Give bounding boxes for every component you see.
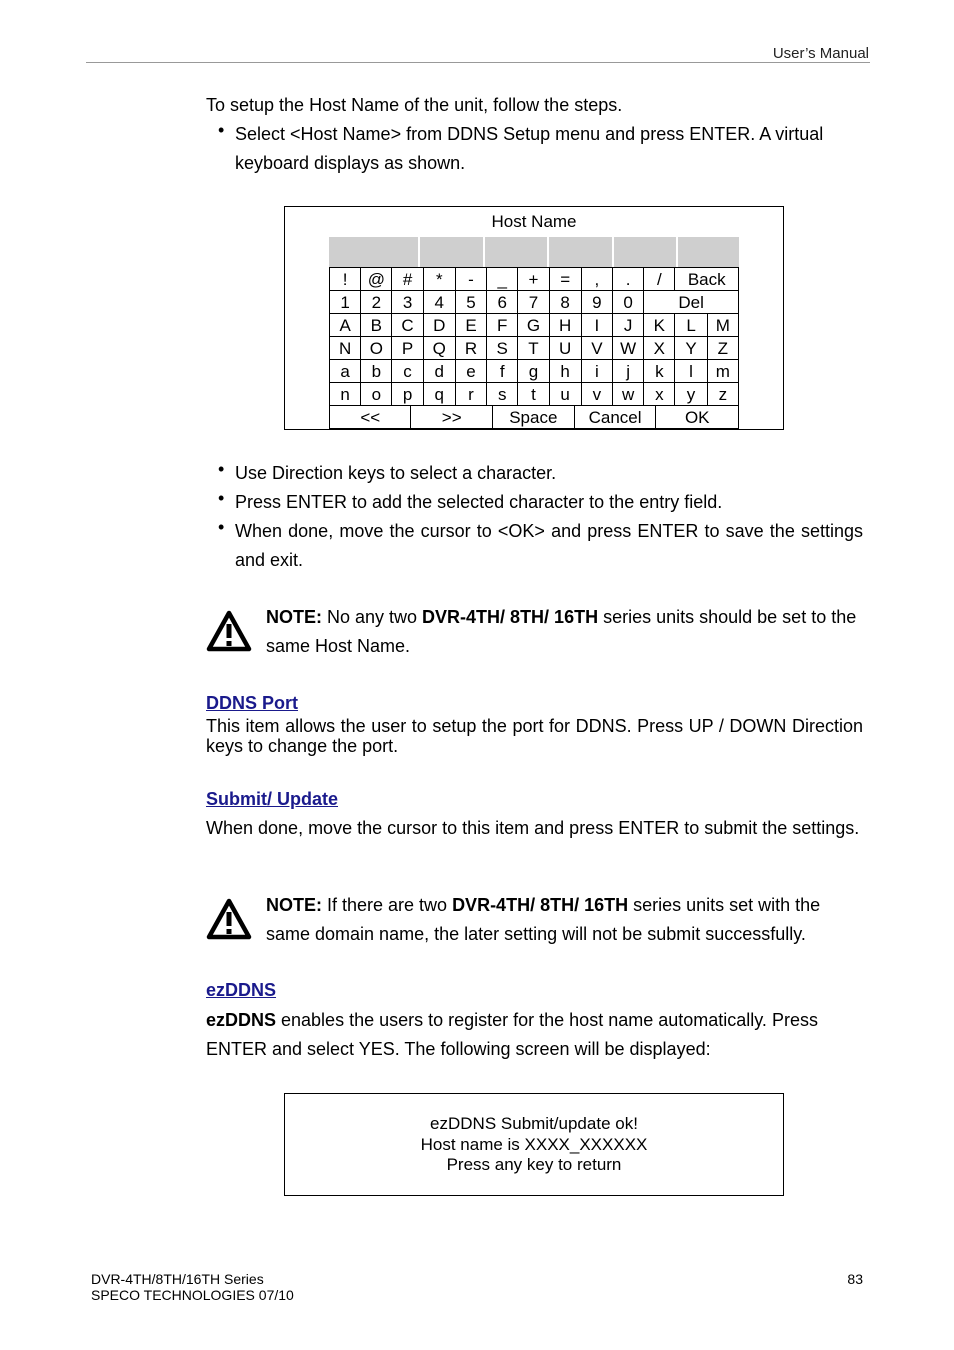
key[interactable]: A [330,314,361,337]
key[interactable]: U [549,337,581,360]
key[interactable]: K [644,314,675,337]
key[interactable]: 3 [392,291,423,314]
keyboard-row-lower-n-z [330,383,739,406]
keyboard-row-upper-a-m [330,314,739,337]
key[interactable]: I [581,314,612,337]
key[interactable]: f [487,360,518,383]
key[interactable]: 8 [549,291,581,314]
virtual-keyboard-panel [284,206,784,430]
key[interactable]: n [330,383,361,406]
note-text: No any two [322,607,423,627]
bullet-select-host-name: Select <Host Name> from DDNS Setup menu and press ENTER. A virtual keyboard displays as shown. [235,124,824,173]
key[interactable]: a [330,360,361,383]
page-left-key[interactable]: << [330,406,411,429]
key[interactable]: X [644,337,675,360]
ezddns-text [206,1006,863,1064]
key[interactable]: V [581,337,612,360]
page-number: 83 [847,1271,863,1287]
key[interactable]: Y [675,337,707,360]
entry-cell [484,237,549,267]
result-line-status: ezDDNS Submit/update ok! [430,1114,638,1133]
note-model: DVR-4TH/ 8TH/ 16TH [422,607,599,627]
key[interactable]: - [455,268,486,291]
note-text: If there are two [322,895,453,915]
key[interactable]: s [487,383,518,406]
bullet-dot: • [218,517,225,537]
note-host-name [266,603,863,661]
key[interactable]: k [644,360,675,383]
key[interactable]: E [455,314,486,337]
key[interactable]: x [644,383,675,406]
key[interactable]: p [392,383,423,406]
back-key[interactable]: Back [675,268,739,291]
key[interactable]: W [613,337,644,360]
key[interactable]: 1 [330,291,361,314]
cancel-key[interactable]: Cancel [574,406,656,429]
bullet-direction-keys: Use Direction keys to select a character. [235,463,557,483]
space-key[interactable]: Space [492,406,574,429]
warning-icon [205,609,253,653]
ezddns-term: ezDDNS [206,1010,277,1030]
header-rule [86,62,870,63]
entry-field [329,237,739,267]
key[interactable]: L [675,314,707,337]
key[interactable]: O [361,337,392,360]
note-text: series units set with the same domain name, the later setting will not be submit successfully. [266,895,821,944]
entry-cell [613,237,678,267]
key[interactable]: 7 [518,291,549,314]
result-line-hostname: Host name is XXXX_XXXXXX [420,1135,648,1154]
ezddns-description: enables the users to register for the host name automatically. Press ENTER and select YES. The following screen will be displayed: [206,1010,818,1059]
key[interactable]: G [518,314,549,337]
keyboard-row-lower-a-m [330,360,739,383]
key[interactable]: 2 [361,291,392,314]
key[interactable]: t [518,383,549,406]
bullet-dot: • [218,459,225,479]
key[interactable]: d [423,360,455,383]
bullet-when-done: When done, move the cursor to <OK> and press ENTER to save the settings and exit. [235,521,863,570]
section-heading-ddns-port: DDNS Port [206,693,299,713]
entry-cell [329,237,419,267]
entry-cell [548,237,613,267]
key[interactable]: e [455,360,486,383]
key[interactable]: F [487,314,518,337]
del-key[interactable]: Del [644,291,739,314]
key[interactable]: 5 [455,291,486,314]
key[interactable]: m [707,360,738,383]
key[interactable]: 4 [423,291,455,314]
key[interactable]: y [675,383,707,406]
entry-cell [419,237,484,267]
key[interactable]: N [330,337,361,360]
footer-company: SPECO TECHNOLOGIES 07/10 [91,1287,294,1303]
key[interactable]: = [549,268,581,291]
note-domain-name [266,891,863,949]
key[interactable]: P [392,337,423,360]
key[interactable]: H [549,314,581,337]
key[interactable]: h [549,360,581,383]
key[interactable]: B [361,314,392,337]
key[interactable]: ! [330,268,361,291]
warning-icon [205,897,253,941]
key[interactable]: u [549,383,581,406]
key[interactable]: * [423,268,455,291]
key[interactable]: S [487,337,518,360]
key[interactable]: @ [361,268,392,291]
note-label: NOTE: [266,895,322,915]
ezddns-result-screen [284,1093,784,1196]
section-heading-submit-update: Submit/ Update [206,789,339,809]
key[interactable]: M [707,314,738,337]
bullet-press-enter: Press ENTER to add the selected character to the entry field. [235,492,723,512]
submit-update-text: When done, move the cursor to this item and press ENTER to submit the settings. [206,818,860,838]
keyboard-row-symbols [330,268,739,291]
keyboard-keys [329,267,739,406]
key[interactable]: T [518,337,549,360]
key[interactable]: Z [707,337,738,360]
key[interactable]: c [392,360,423,383]
page-right-key[interactable]: >> [411,406,492,429]
ddns-port-text: This item allows the user to setup the port for DDNS. Press UP / DOWN Direction keys to change the port. [206,716,863,756]
key[interactable]: _ [487,268,518,291]
key[interactable]: C [392,314,423,337]
key[interactable]: i [581,360,612,383]
key[interactable]: q [423,383,455,406]
footer-series: DVR-4TH/8TH/16TH Series [91,1271,264,1287]
key[interactable]: , [581,268,612,291]
running-header: User’s Manual [772,45,869,62]
bullet-dot: • [218,120,225,140]
key[interactable]: + [518,268,549,291]
key[interactable]: z [707,383,738,406]
result-line-return: Press any key to return [446,1155,622,1174]
key[interactable]: R [455,337,486,360]
keyboard-title: Host Name [491,212,577,231]
keyboard-row-digits [330,291,739,314]
note-text: series units should be set to the same Host Name. [266,607,857,656]
key[interactable]: Q [423,337,455,360]
key[interactable]: . [613,268,644,291]
keyboard-function-row [329,405,739,429]
key[interactable]: j [613,360,644,383]
section-heading-ezddns: ezDDNS [206,980,277,1000]
key[interactable]: 0 [613,291,644,314]
key[interactable]: 6 [487,291,518,314]
key[interactable]: o [361,383,392,406]
key[interactable]: r [455,383,486,406]
key[interactable]: D [423,314,455,337]
bullet-dot: • [218,488,225,508]
key[interactable]: l [675,360,707,383]
ok-key[interactable]: OK [656,406,739,429]
intro-text: To setup the Host Name of the unit, follow the steps. [206,95,623,115]
key[interactable]: / [644,268,675,291]
note-model: DVR-4TH/ 8TH/ 16TH [452,895,629,915]
key[interactable]: # [392,268,423,291]
entry-cell [677,237,739,267]
key[interactable]: b [361,360,392,383]
key[interactable]: w [613,383,644,406]
key[interactable]: 9 [581,291,612,314]
note-label: NOTE: [266,607,322,627]
key[interactable]: g [518,360,549,383]
keyboard-row-upper-n-z [330,337,739,360]
key[interactable]: J [613,314,644,337]
key[interactable]: v [581,383,612,406]
